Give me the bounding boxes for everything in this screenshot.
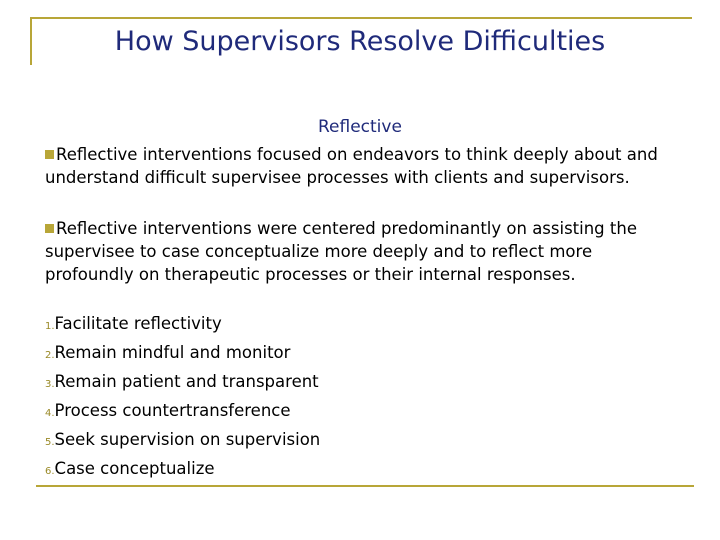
list-number: 3.	[45, 379, 55, 390]
list-number: 1.	[45, 321, 55, 332]
list-number: 4.	[45, 408, 55, 419]
section-subheading: Reflective	[318, 117, 402, 137]
list-number: 2.	[45, 350, 55, 361]
list-item-text: Process countertransference	[54, 401, 291, 420]
top-border-line	[30, 17, 692, 19]
list-item-text: Facilitate reflectivity	[54, 314, 222, 333]
list-number: 6.	[45, 466, 55, 477]
paragraph-2-text: Reflective interventions were centered predominantly on assisting the supervisee to case conceptualize more deeply and to reflect more profoundly on therapeutic processes or their internal responses.	[45, 219, 637, 284]
list-item	[45, 427, 320, 456]
list-item-text: Remain patient and transparent	[54, 372, 319, 391]
square-bullet-icon	[45, 224, 54, 233]
list-item-text: Remain mindful and monitor	[54, 343, 291, 362]
list-number: 5.	[45, 437, 55, 448]
list-item	[45, 311, 320, 340]
bottom-border-line	[36, 485, 694, 487]
paragraph-1-text: Reflective interventions focused on endeavors to think deeply about and understand difficult supervisee processes with clients and supervisors.	[45, 145, 658, 187]
list-item-text: Case conceptualize	[54, 459, 215, 478]
steps-list	[45, 311, 320, 485]
paragraph-2	[45, 217, 685, 286]
list-item	[45, 340, 320, 369]
list-item-text: Seek supervision on supervision	[54, 430, 321, 449]
paragraph-1	[45, 143, 685, 189]
list-item	[45, 369, 320, 398]
slide-title: How Supervisors Resolve Difficulties	[114, 26, 606, 57]
list-item	[45, 456, 320, 485]
list-item	[45, 398, 320, 427]
square-bullet-icon	[45, 150, 54, 159]
